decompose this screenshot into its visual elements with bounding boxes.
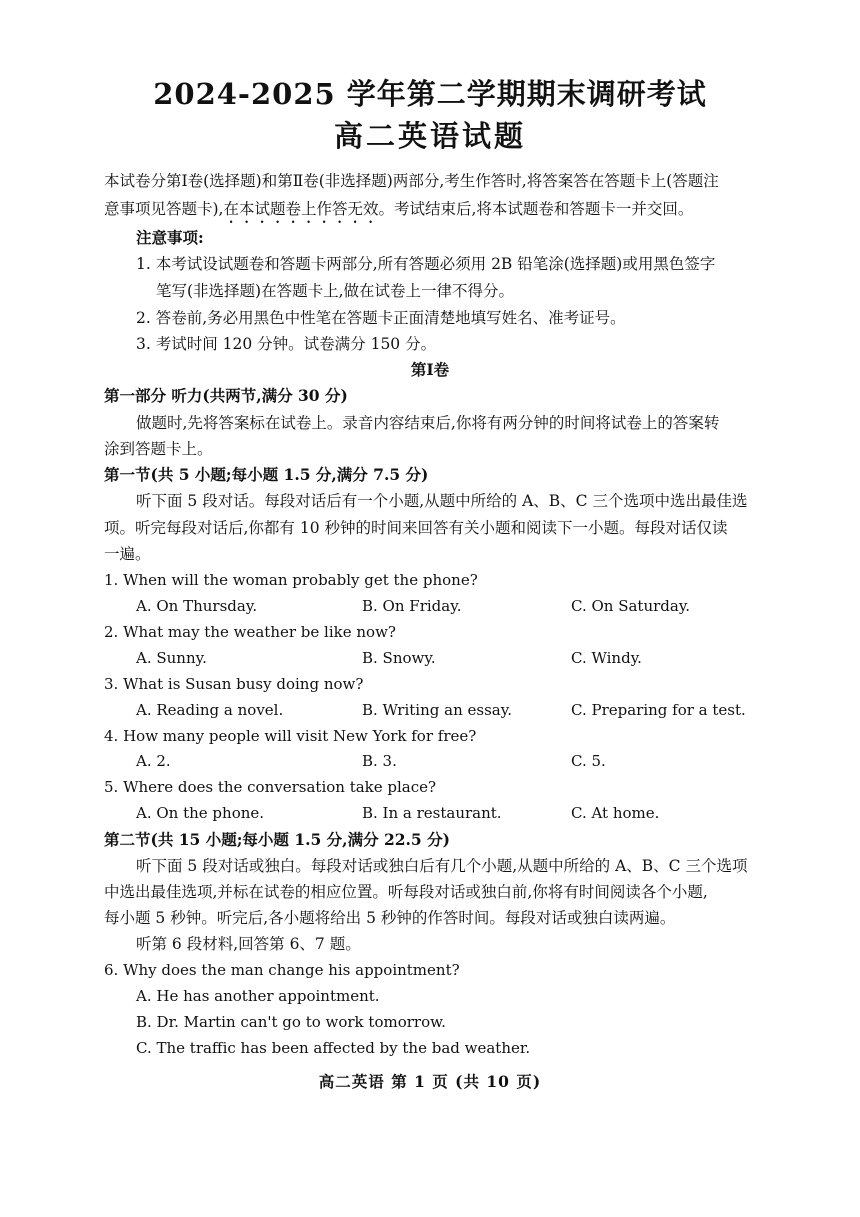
question-4-option-c: C. 5. <box>571 752 606 770</box>
question-4-option-b: B. 3. <box>362 752 397 770</box>
intro-emphasis: 在本试题卷上作答无效 <box>223 200 379 218</box>
intro-line-1: 本试卷分第Ⅰ卷(选择题)和第Ⅱ卷(非选择题)两部分,考生作答时,将答案答在答题卡上(答题注 <box>104 172 719 190</box>
question-5: 5. Where does the conversation take place? <box>104 778 437 796</box>
question-3: 3. What is Susan busy doing now? <box>104 675 364 693</box>
part-1-heading: 第一部分 听力(共两节,满分 30 分) <box>104 386 348 405</box>
note-3: 3. 考试时间 120 分钟。试卷满分 150 分。 <box>136 335 437 353</box>
note-1-line-1: 1. 本考试设试题卷和答题卡两部分,所有答题必须用 2B 铅笔涂(选择题)或用黑色签字 <box>136 255 716 273</box>
section-1-heading: 第一节(共 5 小题;每小题 1.5 分,满分 7.5 分) <box>104 465 429 484</box>
section-1-instruction-2: 项。听完每段对话后,你都有 10 秒钟的时间来回答有关小题和阅读下一小题。每段对话仅读 <box>104 519 728 537</box>
volume-label: 第Ⅰ卷 <box>410 360 450 379</box>
question-1-option-a: A. On Thursday. <box>136 597 258 615</box>
notes-heading: 注意事项: <box>136 228 204 247</box>
question-5-option-a: A. On the phone. <box>136 804 265 822</box>
question-3-option-a: A. Reading a novel. <box>136 701 284 719</box>
section-2-instruction-3: 每小题 5 秒钟。听完后,各小题将给出 5 秒钟的作答时间。每段对话或独白读两遍。 <box>104 909 676 927</box>
question-4-option-a: A. 2. <box>136 752 171 770</box>
part-1-instruction-2: 涂到答题卡上。 <box>104 440 213 458</box>
section-1-instruction-3: 一遍。 <box>104 545 151 563</box>
section-2-instruction-2: 中选出最佳选项,并标在试卷的相应位置。听每段对话或独白前,你将有时间阅读各个小题, <box>104 883 708 901</box>
section-2-heading: 第二节(共 15 小题;每小题 1.5 分,满分 22.5 分) <box>104 830 450 849</box>
intro-line-2 <box>104 199 693 227</box>
section-2-instruction-1: 听下面 5 段对话或独白。每段对话或独白后有几个小题,从题中所给的 A、B、C 三个选项 <box>136 857 748 875</box>
part-1-instruction-1: 做题时,先将答案标在试卷上。录音内容结束后,你将有两分钟的时间将试卷上的答案转 <box>136 414 720 432</box>
question-1-option-b: B. On Friday. <box>362 597 462 615</box>
question-5-option-b: B. In a restaurant. <box>362 804 502 822</box>
intro-text: 意事项见答题卡), <box>104 200 224 218</box>
question-2-option-c: C. Windy. <box>571 649 642 667</box>
material-6-prompt: 听第 6 段材料,回答第 6、7 题。 <box>136 935 361 953</box>
question-3-option-b: B. Writing an essay. <box>362 701 512 719</box>
question-2-option-b: B. Snowy. <box>362 649 436 667</box>
question-6: 6. Why does the man change his appointment? <box>104 961 460 979</box>
question-3-option-c: C. Preparing for a test. <box>571 701 746 719</box>
note-1-line-2: 笔写(非选择题)在答题卡上,做在试卷上一律不得分。 <box>156 282 515 300</box>
question-6-option-b: B. Dr. Martin can't go to work tomorrow. <box>136 1013 446 1031</box>
note-2: 2. 答卷前,务必用黑色中性笔在答题卡正面清楚地填写姓名、准考证号。 <box>136 309 626 327</box>
question-5-option-c: C. At home. <box>571 804 660 822</box>
question-2-option-a: A. Sunny. <box>136 649 207 667</box>
question-4: 4. How many people will visit New York for free? <box>104 727 477 745</box>
intro-text-end: 。考试结束后,将本试题卷和答题卡一并交回。 <box>378 200 694 218</box>
question-6-option-c: C. The traffic has been affected by the bad weather. <box>136 1039 531 1057</box>
question-2: 2. What may the weather be like now? <box>104 623 396 641</box>
question-1: 1. When will the woman probably get the phone? <box>104 571 478 589</box>
page-footer: 高二英语 第 1 页 (共 10 页) <box>318 1072 542 1091</box>
exam-subtitle: 高二英语试题 <box>333 119 526 153</box>
question-1-option-c: C. On Saturday. <box>571 597 691 615</box>
section-1-instruction-1: 听下面 5 段对话。每段对话后有一个小题,从题中所给的 A、B、C 三个选项中选出最佳选 <box>136 492 748 510</box>
exam-title: 2024-2025 学年第二学期期末调研考试 <box>153 77 707 111</box>
question-6-option-a: A. He has another appointment. <box>136 987 380 1005</box>
